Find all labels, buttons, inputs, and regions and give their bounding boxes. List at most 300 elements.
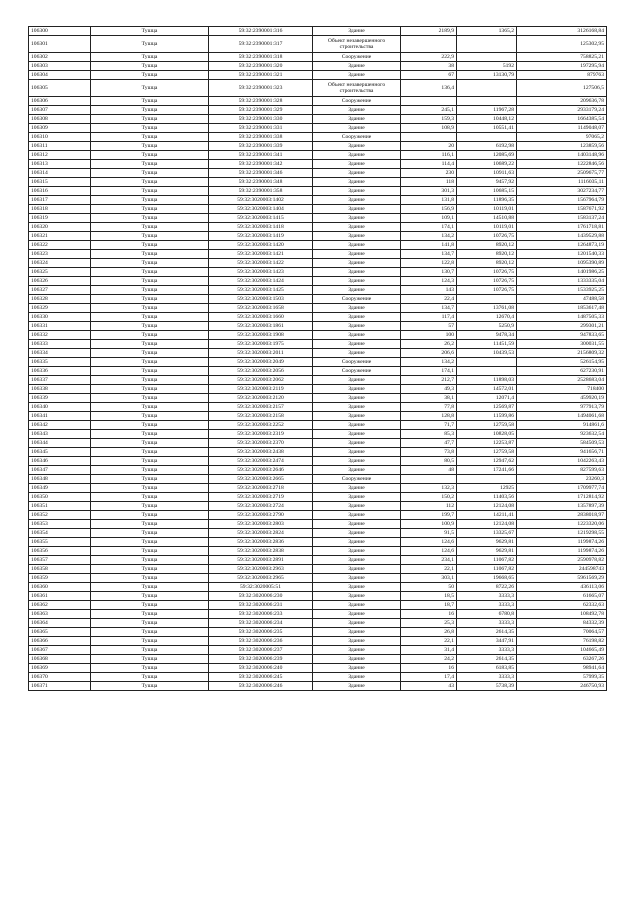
cadastral-value-cell: 1201540,33 [517, 250, 607, 259]
row-number-cell: 106370 [29, 673, 91, 682]
locality-cell: Тушца [91, 160, 209, 169]
cadastral-number-cell: 59:32:3020003:2665 [209, 475, 313, 484]
locality-cell: Тушца [91, 385, 209, 394]
table-body [29, 27, 607, 691]
object-type-cell: Здание [313, 27, 401, 36]
object-type-cell: Здание [313, 655, 401, 664]
cadastral-number-cell: 59:32:3020003:1503 [209, 295, 313, 304]
cadastral-number-cell: 59:32:3020003:2824 [209, 529, 313, 538]
row-number-cell: 106309 [29, 124, 91, 133]
table-row [29, 673, 607, 682]
specific-value-cell: 5192 [457, 62, 517, 71]
specific-value-cell: 11067,82 [457, 556, 517, 565]
area-cell: 206,6 [401, 349, 457, 358]
locality-cell: Тушца [91, 277, 209, 286]
area-cell: 57 [401, 322, 457, 331]
cadastral-value-cell: 941656,71 [517, 448, 607, 457]
cadastral-value-cell: 127506,5 [517, 80, 607, 97]
table-row [29, 466, 607, 475]
cadastral-number-cell: 59:32:3020003:2718 [209, 484, 313, 493]
cadastral-value-cell: 23260,3 [517, 475, 607, 484]
specific-value-cell: 8722,26 [457, 583, 517, 592]
table-row [29, 160, 607, 169]
area-cell [401, 475, 457, 484]
table-row [29, 124, 607, 133]
table-row [29, 646, 607, 655]
specific-value-cell [457, 133, 517, 142]
object-type-cell: Здание [313, 583, 401, 592]
specific-value-cell: 11896,35 [457, 196, 517, 205]
table-row [29, 493, 607, 502]
area-cell: 26,8 [401, 628, 457, 637]
cadastral-number-cell: 59:32:3020003:2646 [209, 466, 313, 475]
specific-value-cell [457, 295, 517, 304]
area-cell: 22,4 [401, 295, 457, 304]
locality-cell: Тушца [91, 484, 209, 493]
area-cell: 31,4 [401, 646, 457, 655]
locality-cell: Тушца [91, 394, 209, 403]
table-row [29, 133, 607, 142]
object-type-cell: Здание [313, 664, 401, 673]
row-number-cell: 106338 [29, 385, 91, 394]
cadastral-value-cell: 1761718,81 [517, 223, 607, 232]
area-cell: 174,1 [401, 223, 457, 232]
area-cell: 303,1 [401, 574, 457, 583]
table-row [29, 601, 607, 610]
cadastral-number-cell: 59:32:3020003:2965 [209, 574, 313, 583]
object-type-cell: Здание [313, 169, 401, 178]
cadastral-value-cell: 1533925,25 [517, 286, 607, 295]
area-cell: 222,9 [401, 53, 457, 62]
object-type-cell: Здание [313, 412, 401, 421]
locality-cell: Тушца [91, 142, 209, 151]
area-cell: 122,8 [401, 259, 457, 268]
area-cell: 150,2 [401, 493, 457, 502]
object-type-cell: Здание [313, 511, 401, 520]
cadastral-value-cell: 627230,91 [517, 367, 607, 376]
specific-value-cell: 12759,58 [457, 448, 517, 457]
object-type-cell: Здание [313, 646, 401, 655]
table-row [29, 502, 607, 511]
cadastral-value-cell: 209636,78 [517, 97, 607, 106]
table-row [29, 115, 607, 124]
row-number-cell: 106323 [29, 250, 91, 259]
cadastral-number-cell: 59:32:3020006:239 [209, 655, 313, 664]
locality-cell: Тушца [91, 439, 209, 448]
row-number-cell: 106363 [29, 610, 91, 619]
row-number-cell: 106336 [29, 367, 91, 376]
specific-value-cell: 12124,08 [457, 520, 517, 529]
cadastral-number-cell: 59:32:3020003:1415 [209, 214, 313, 223]
cadastral-value-cell: 3126168,84 [517, 27, 607, 36]
cadastral-number-cell: 59:32:2390001:320 [209, 62, 313, 71]
table-row [29, 232, 607, 241]
cadastral-number-cell: 59:32:2390001:330 [209, 115, 313, 124]
specific-value-cell: 12569,87 [457, 403, 517, 412]
cadastral-number-cell: 59:32:3020003:2119 [209, 385, 313, 394]
row-number-cell: 106303 [29, 62, 91, 71]
cadastral-value-cell: 197295,94 [517, 62, 607, 71]
locality-cell: Тушца [91, 556, 209, 565]
specific-value-cell: 1365,2 [457, 27, 517, 36]
row-number-cell: 106311 [29, 142, 91, 151]
row-number-cell: 106331 [29, 322, 91, 331]
cadastral-number-cell: 59:32:2390001:358 [209, 187, 313, 196]
specific-value-cell: 2614,35 [457, 655, 517, 664]
cadastral-value-cell: 1439529,88 [517, 232, 607, 241]
cadastral-value-cell: 57999,35 [517, 673, 607, 682]
object-type-cell: Здание [313, 259, 401, 268]
specific-value-cell: 19668,65 [457, 574, 517, 583]
locality-cell: Тушца [91, 511, 209, 520]
object-type-cell: Здание [313, 232, 401, 241]
row-number-cell: 106326 [29, 277, 91, 286]
table-row [29, 376, 607, 385]
area-cell: 50 [401, 583, 457, 592]
locality-cell: Тушца [91, 53, 209, 62]
cadastral-number-cell: 59:32:2390001:338 [209, 133, 313, 142]
table-row [29, 547, 607, 556]
cadastral-value-cell: 1403148,96 [517, 151, 607, 160]
locality-cell: Тушца [91, 223, 209, 232]
row-number-cell: 106325 [29, 268, 91, 277]
area-cell: 38,1 [401, 394, 457, 403]
locality-cell: Тушца [91, 97, 209, 106]
locality-cell: Тушца [91, 115, 209, 124]
cadastral-value-cell: 1567964,79 [517, 196, 607, 205]
object-type-cell: Здание [313, 71, 401, 80]
table-row [29, 349, 607, 358]
object-type-cell: Здание [313, 556, 401, 565]
specific-value-cell: 9629,81 [457, 547, 517, 556]
locality-cell: Тушца [91, 214, 209, 223]
area-cell: 16 [401, 664, 457, 673]
area-cell: 124,3 [401, 277, 457, 286]
cadastral-value-cell: 526154,95 [517, 358, 607, 367]
locality-cell: Тушца [91, 36, 209, 53]
locality-cell: Тушца [91, 475, 209, 484]
object-type-cell: Сооружение [313, 53, 401, 62]
object-type-cell: Здание [313, 268, 401, 277]
cadastral-value-cell: 125302,95 [517, 36, 607, 53]
specific-value-cell: 13130,79 [457, 71, 517, 80]
table-row [29, 286, 607, 295]
cadastral-number-cell: 59:32:3020003:2062 [209, 376, 313, 385]
area-cell: 22,1 [401, 565, 457, 574]
row-number-cell: 106366 [29, 637, 91, 646]
row-number-cell: 106329 [29, 304, 91, 313]
specific-value-cell [457, 80, 517, 97]
area-cell: 199,7 [401, 511, 457, 520]
table-row [29, 682, 607, 691]
specific-value-cell: 17241,66 [457, 466, 517, 475]
locality-cell: Тушца [91, 403, 209, 412]
row-number-cell: 106368 [29, 655, 91, 664]
object-type-cell: Здание [313, 160, 401, 169]
cadastral-value-cell: 123859,56 [517, 142, 607, 151]
locality-cell: Тушца [91, 583, 209, 592]
cadastral-number-cell: 59:32:2390001:317 [209, 36, 313, 53]
object-type-cell: Здание [313, 151, 401, 160]
object-type-cell: Здание [313, 619, 401, 628]
row-number-cell: 106345 [29, 448, 91, 457]
cadastral-number-cell: 59:32:3020003:2474 [209, 457, 313, 466]
object-type-cell: Сооружение [313, 358, 401, 367]
object-type-cell: Здание [313, 62, 401, 71]
object-type-cell: Здание [313, 421, 401, 430]
cadastral-value-cell: 1219298,55 [517, 529, 607, 538]
cadastral-value-cell: 1853617,48 [517, 304, 607, 313]
cadastral-number-cell: 59:32:3020006:231 [209, 601, 313, 610]
cadastral-number-cell: 59:32:3020003:1658 [209, 304, 313, 313]
cadastral-value-cell: 2509675,77 [517, 169, 607, 178]
object-type-cell: Здание [313, 277, 401, 286]
cadastral-value-cell: 879763 [517, 71, 607, 80]
row-number-cell: 106312 [29, 151, 91, 160]
cadastral-number-cell: 59:32:3020006:246 [209, 682, 313, 691]
cadastral-value-cell: 459920,19 [517, 394, 607, 403]
table-row [29, 592, 607, 601]
specific-value-cell [457, 367, 517, 376]
table-row [29, 421, 607, 430]
cadastral-number-cell: 59:32:3020006:234 [209, 619, 313, 628]
row-number-cell: 106328 [29, 295, 91, 304]
specific-value-cell: 2614,35 [457, 628, 517, 637]
specific-value-cell: 14211,41 [457, 511, 517, 520]
specific-value-cell: 3333,3 [457, 601, 517, 610]
table-row [29, 187, 607, 196]
specific-value-cell: 10911,63 [457, 169, 517, 178]
area-cell: 73,8 [401, 448, 457, 457]
locality-cell: Тушца [91, 151, 209, 160]
cadastral-number-cell: 59:32:2390001:329 [209, 106, 313, 115]
row-number-cell: 106322 [29, 241, 91, 250]
table-row [29, 71, 607, 80]
table-row [29, 322, 607, 331]
cadastral-number-cell: 59:32:3020003:2803 [209, 520, 313, 529]
row-number-cell: 106369 [29, 664, 91, 673]
cadastral-value-cell: 758825,21 [517, 53, 607, 62]
table-row [29, 430, 607, 439]
cadastral-value-cell: 1587671,92 [517, 205, 607, 214]
object-type-cell: Здание [313, 178, 401, 187]
row-number-cell: 106334 [29, 349, 91, 358]
cadastral-value-cell: 2590978,82 [517, 556, 607, 565]
specific-value-cell: 12670,4 [457, 313, 517, 322]
area-cell: 85,3 [401, 430, 457, 439]
cadastral-number-cell: 59:32:3020003:1402 [209, 196, 313, 205]
area-cell: 48 [401, 466, 457, 475]
locality-cell: Тушца [91, 340, 209, 349]
row-number-cell: 106351 [29, 502, 91, 511]
cadastral-value-cell: 104665,49 [517, 646, 607, 655]
object-type-cell: Здание [313, 187, 401, 196]
object-type-cell: Здание [313, 637, 401, 646]
area-cell [401, 36, 457, 53]
row-number-cell: 106300 [29, 27, 91, 36]
table-row [29, 583, 607, 592]
area-cell: 212,7 [401, 376, 457, 385]
row-number-cell: 106332 [29, 331, 91, 340]
row-number-cell: 106343 [29, 430, 91, 439]
cadastral-value-cell: 923632,54 [517, 430, 607, 439]
locality-cell: Тушца [91, 178, 209, 187]
area-cell: 47,7 [401, 439, 457, 448]
table-row [29, 151, 607, 160]
locality-cell: Тушца [91, 322, 209, 331]
locality-cell: Тушца [91, 574, 209, 583]
cadastral-value-cell: 1042263,43 [517, 457, 607, 466]
object-type-cell: Здание [313, 574, 401, 583]
area-cell: 234,1 [401, 556, 457, 565]
specific-value-cell: 12071,4 [457, 394, 517, 403]
specific-value-cell: 12759,58 [457, 421, 517, 430]
area-cell: 24,2 [401, 655, 457, 664]
table-row [29, 394, 607, 403]
area-cell: 100,9 [401, 520, 457, 529]
specific-value-cell: 10689,22 [457, 160, 517, 169]
row-number-cell: 106337 [29, 376, 91, 385]
area-cell: 124,6 [401, 538, 457, 547]
cadastral-value-cell: 914861,6 [517, 421, 607, 430]
table-row [29, 520, 607, 529]
object-type-cell: Здание [313, 115, 401, 124]
cadastral-value-cell: 1401986,25 [517, 268, 607, 277]
row-number-cell: 106304 [29, 71, 91, 80]
cadastral-value-cell: 584509,53 [517, 439, 607, 448]
table-row [29, 241, 607, 250]
cadastral-value-cell: 63267,26 [517, 655, 607, 664]
object-type-cell: Здание [313, 124, 401, 133]
row-number-cell: 106364 [29, 619, 91, 628]
object-type-cell: Здание [313, 304, 401, 313]
specific-value-cell: 14510,88 [457, 214, 517, 223]
cadastral-value-cell: 977913,79 [517, 403, 607, 412]
cadastral-number-cell: 59:32:3020003:1404 [209, 205, 313, 214]
table-row [29, 27, 607, 36]
specific-value-cell: 9478,34 [457, 331, 517, 340]
specific-value-cell: 10119,01 [457, 223, 517, 232]
row-number-cell: 106349 [29, 484, 91, 493]
locality-cell: Тушца [91, 529, 209, 538]
specific-value-cell: 11451,59 [457, 340, 517, 349]
object-type-cell: Здание [313, 538, 401, 547]
object-type-cell: Здание [313, 493, 401, 502]
cadastral-number-cell: 59:32:3020003:1975 [209, 340, 313, 349]
object-type-cell: Здание [313, 214, 401, 223]
row-number-cell: 106341 [29, 412, 91, 421]
cadastral-number-cell: 59:32:3020003:1422 [209, 259, 313, 268]
area-cell: 134,2 [401, 358, 457, 367]
object-type-cell: Сооружение [313, 295, 401, 304]
table-row [29, 80, 607, 97]
row-number-cell: 106352 [29, 511, 91, 520]
cadastral-number-cell: 59:32:3020003:2790 [209, 511, 313, 520]
object-type-cell: Здание [313, 610, 401, 619]
cadastral-value-cell: 3027234,77 [517, 187, 607, 196]
locality-cell: Тушца [91, 628, 209, 637]
locality-cell: Тушца [91, 367, 209, 376]
table-row [29, 538, 607, 547]
row-number-cell: 106306 [29, 97, 91, 106]
table-row [29, 259, 607, 268]
object-type-cell: Здание [313, 628, 401, 637]
table-row [29, 196, 607, 205]
object-type-cell: Здание [313, 376, 401, 385]
cadastral-number-cell: 59:32:2390001:348 [209, 178, 313, 187]
object-type-cell: Здание [313, 106, 401, 115]
object-type-cell: Здание [313, 601, 401, 610]
table-row [29, 295, 607, 304]
row-number-cell: 106301 [29, 36, 91, 53]
cadastral-value-cell: 1664385,54 [517, 115, 607, 124]
row-number-cell: 106316 [29, 187, 91, 196]
row-number-cell: 106313 [29, 160, 91, 169]
cadastral-number-cell: 59:32:3020003:2158 [209, 412, 313, 421]
locality-cell: Тушца [91, 520, 209, 529]
row-number-cell: 106319 [29, 214, 91, 223]
specific-value-cell: 10828,05 [457, 430, 517, 439]
object-type-cell: Сооружение [313, 97, 401, 106]
area-cell: 26,2 [401, 340, 457, 349]
cadastral-number-cell: 59:32:3020003:2120 [209, 394, 313, 403]
cadastral-value-cell: 70064,57 [517, 628, 607, 637]
row-number-cell: 106342 [29, 421, 91, 430]
object-type-cell: Сооружение [313, 475, 401, 484]
row-number-cell: 106318 [29, 205, 91, 214]
specific-value-cell: 6192,98 [457, 142, 517, 151]
locality-cell: Тушца [91, 80, 209, 97]
locality-cell: Тушца [91, 196, 209, 205]
area-cell: 49,3 [401, 385, 457, 394]
locality-cell: Тушца [91, 169, 209, 178]
specific-value-cell [457, 358, 517, 367]
row-number-cell: 106367 [29, 646, 91, 655]
table-row [29, 439, 607, 448]
object-type-cell: Здание [313, 349, 401, 358]
object-type-cell: Объект незавершенного строительства [313, 80, 401, 97]
row-number-cell: 106371 [29, 682, 91, 691]
locality-cell: Тушца [91, 619, 209, 628]
row-number-cell: 106347 [29, 466, 91, 475]
table-row [29, 475, 607, 484]
table-row [29, 628, 607, 637]
table-row [29, 277, 607, 286]
cadastral-number-cell: 59:32:3020006:235 [209, 628, 313, 637]
cadastral-number-cell: 59:32:3020003:1424 [209, 277, 313, 286]
specific-value-cell: 12085,69 [457, 151, 517, 160]
cadastral-value-cell: 1712814,92 [517, 493, 607, 502]
locality-cell: Тушца [91, 466, 209, 475]
table-row [29, 340, 607, 349]
object-type-cell: Объект незавершенного строительства [313, 36, 401, 53]
object-type-cell: Сооружение [313, 367, 401, 376]
table-row [29, 403, 607, 412]
specific-value-cell: 9457,92 [457, 178, 517, 187]
table-row [29, 205, 607, 214]
specific-value-cell: 9629,81 [457, 538, 517, 547]
cadastral-number-cell: 59:32:3020003:2438 [209, 448, 313, 457]
locality-cell: Тушца [91, 250, 209, 259]
specific-value-cell: 3333,3 [457, 673, 517, 682]
table-row [29, 637, 607, 646]
cadastral-number-cell: 59:32:3020006:237 [209, 646, 313, 655]
cadastral-value-cell: 299301,21 [517, 322, 607, 331]
row-number-cell: 106335 [29, 358, 91, 367]
object-type-cell: Здание [313, 385, 401, 394]
table-row [29, 574, 607, 583]
specific-value-cell: 10119,01 [457, 205, 517, 214]
